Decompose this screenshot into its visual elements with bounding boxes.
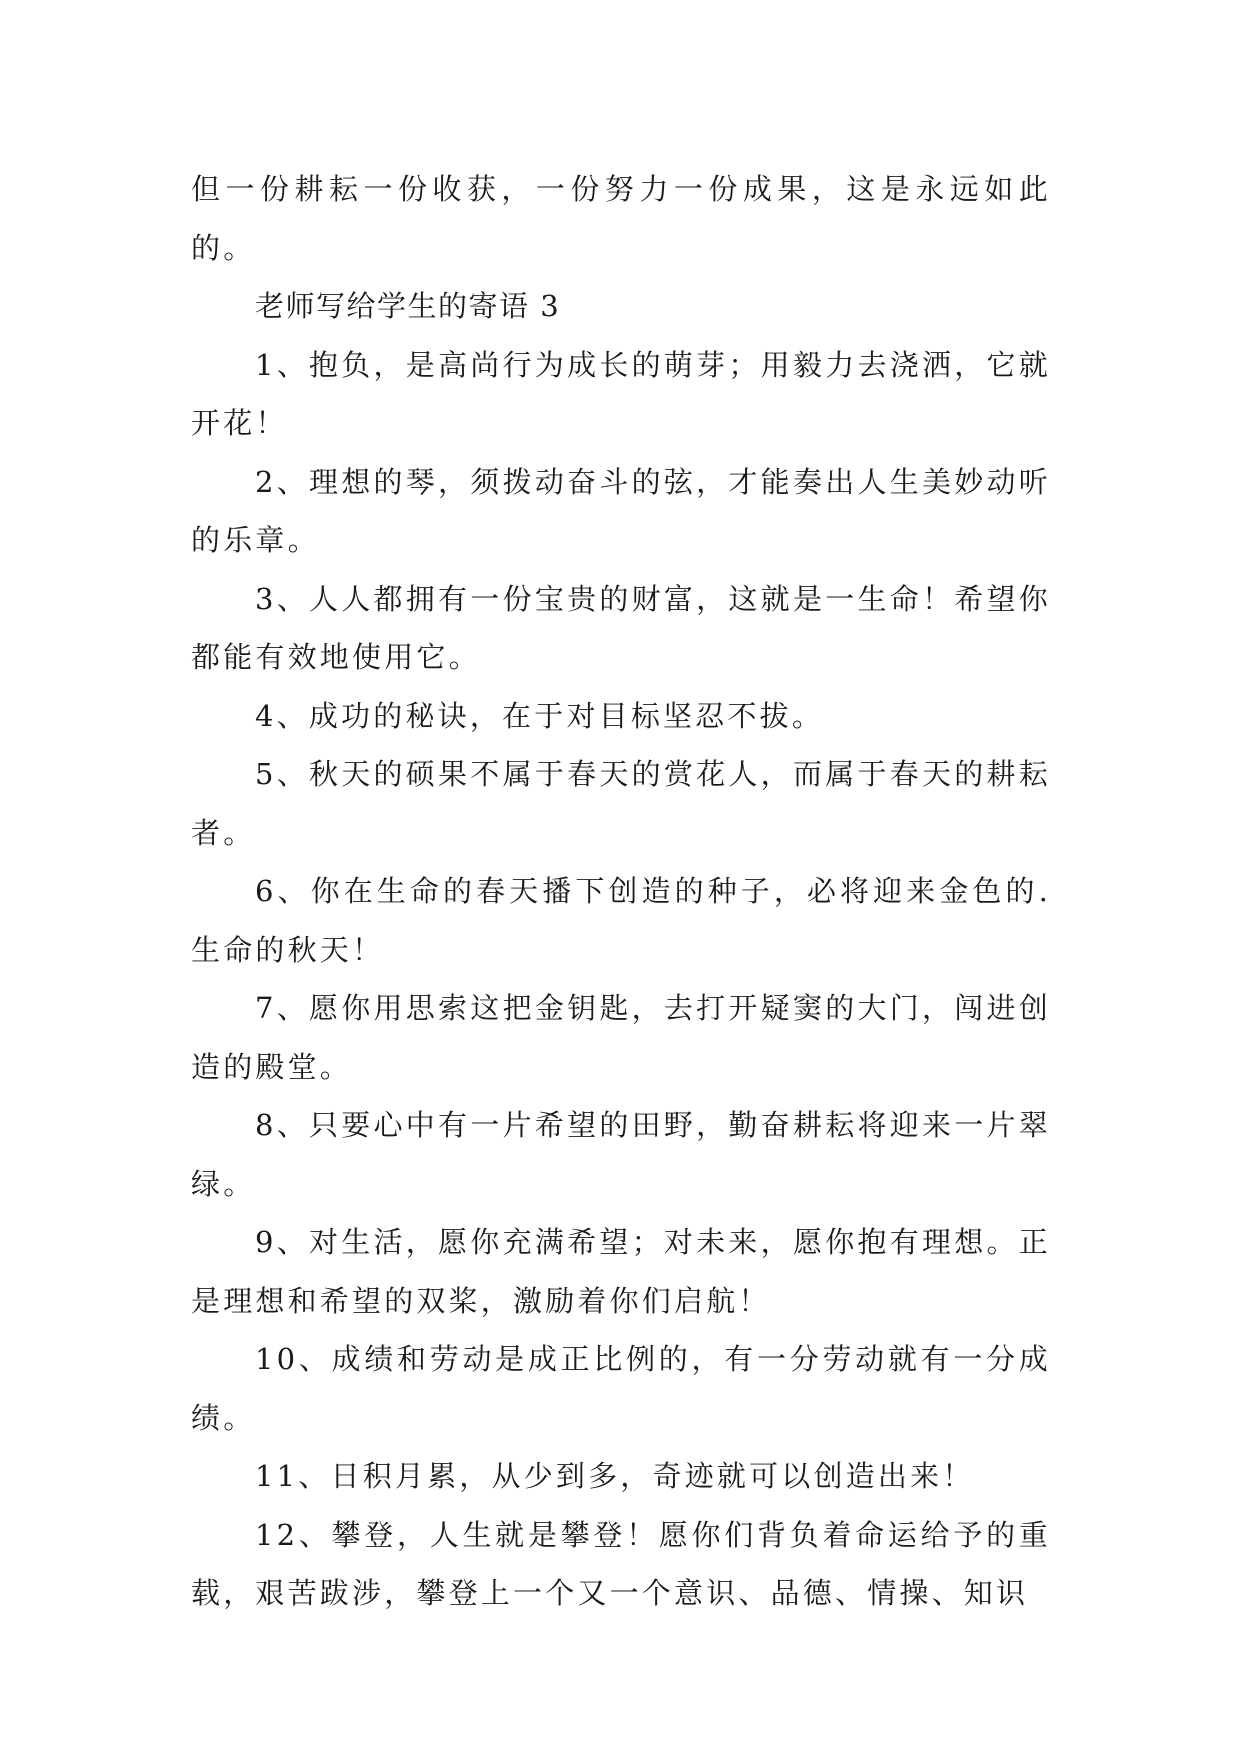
list-item: 9、对生活，愿你充满希望；对未来，愿你抱有理想。正是理想和希望的双桨，激励着你们启航！ [191,1225,1051,1318]
continuation-paragraph: 但一份耕耘一份收获，一份努力一份成果，这是永远如此的。 [191,172,1051,265]
list-item: 2、理想的琴，须拨动奋斗的弦，才能奏出人生美妙动听的乐章。 [191,464,1051,557]
list-item: 8、只要心中有一片希望的田野，勤奋耕耘将迎来一片翠绿。 [191,1108,1051,1201]
list-item: 4、成功的秘诀，在于对目标坚忍不拔。 [255,698,825,733]
list-item: 7、愿你用思索这把金钥匙，去打开疑窦的大门，闯进创造的殿堂。 [191,991,1051,1084]
list-item: 12、攀登，人生就是攀登！愿你们背负着命运给予的重载，艰苦跋涉，攀登上一个又一个意识、品德、情操、知识 [191,1517,1051,1610]
document-body [191,160,1051,1623]
section-heading: 老师写给学生的寄语 3 [255,289,561,323]
list-item: 3、人人都拥有一份宝贵的财富，这就是一生命！希望你都能有效地使用它。 [191,581,1051,674]
list-item: 5、秋天的硕果不属于春天的赏花人，而属于春天的耕耘者。 [191,757,1051,850]
list-item: 6、你在生命的春天播下创造的种子，必将迎来金色的.生命的秋天！ [191,874,1051,967]
list-item: 11、日积月累，从少到多，奇迹就可以创造出来！ [255,1459,975,1493]
list-item: 1、抱负，是高尚行为成长的萌芽；用毅力去浇洒，它就开花！ [191,347,1051,440]
list-item: 10、成绩和劳动是成正比例的，有一分劳动就有一分成绩。 [191,1342,1051,1435]
